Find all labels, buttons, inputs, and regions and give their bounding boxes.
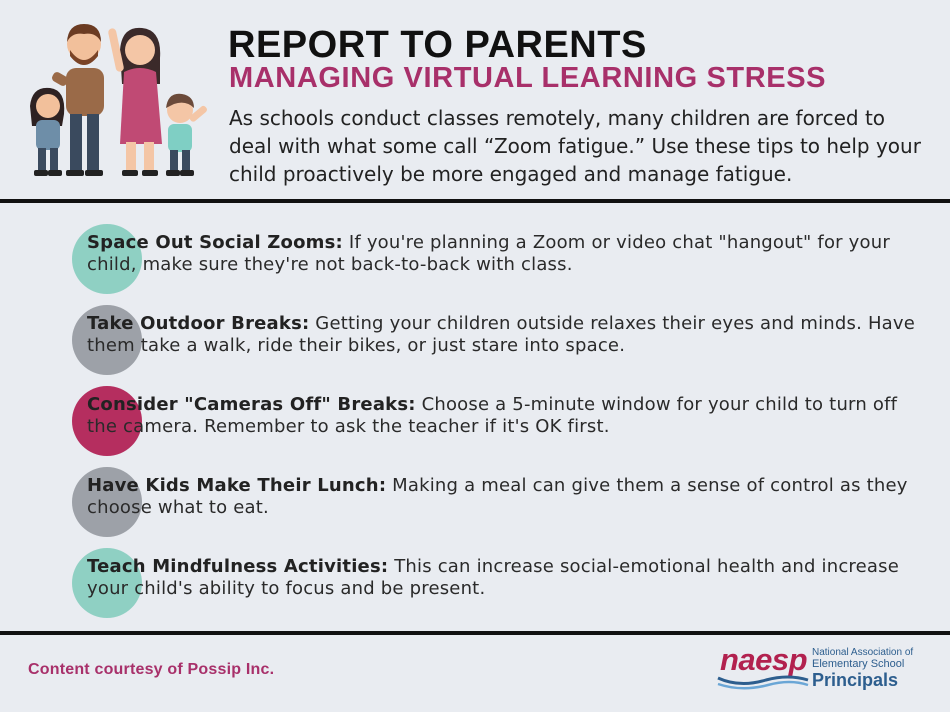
top-divider [0,199,950,203]
intro-paragraph: As schools conduct classes remotely, many children are forced to deal with what some call “Zoom fatigue.” Use these tips to help your child proactively be more engaged and manage fatigue. [229,106,921,186]
tip-body: Making a meal can give them a sense of control as they choose what to eat. [87,475,908,518]
tip-body: If you're planning a Zoom or video chat "hangout" for your child, make sure they're not back-to-back with class. [87,232,890,275]
bottom-divider [0,631,950,635]
mom-figure [108,28,162,176]
logo-org-line: National Association of [812,647,914,658]
logo-wordmark: naesp [720,642,808,677]
tip-text [87,394,927,438]
content-credit: Content courtesy of Possip Inc. [28,661,275,678]
boy-figure [166,94,208,176]
tip-body: Choose a 5-minute window for your child to turn off the camera. Remember to ask the teacher if it's OK first. [87,394,898,437]
tip-item [72,386,932,456]
tip-text [87,232,927,276]
girl-figure [30,88,64,176]
tip-item [72,224,932,294]
wave-icon [716,674,811,692]
tip-body: Getting your children outside relaxes their eyes and minds. Have them take a walk, ride their bikes, or just stare into space. [87,313,916,356]
page-subtitle: MANAGING VIRTUAL LEARNING STRESS [229,62,827,94]
logo-org-line: Elementary School [812,658,905,670]
tip-heading: Space Out Social Zooms: [87,232,343,253]
tip-heading: Teach Mindfulness Activities: [87,556,389,577]
tip-heading: Consider "Cameras Off" Breaks: [87,394,416,415]
naesp-logo [716,642,936,702]
logo-principals: Principals [812,670,899,690]
tip-text [87,313,927,357]
family-illustration [22,14,212,184]
tip-heading: Take Outdoor Breaks: [87,313,310,334]
tip-body: This can increase social-emotional health and increase your child's ability to focus and be present. [87,556,899,599]
tip-item [72,548,932,618]
page-title: REPORT TO PARENTS [228,24,647,66]
tip-item [72,305,932,375]
header [0,0,950,200]
tip-heading: Have Kids Make Their Lunch: [87,475,387,496]
tip-item [72,467,932,537]
tip-text [87,475,927,519]
tip-text [87,556,927,600]
